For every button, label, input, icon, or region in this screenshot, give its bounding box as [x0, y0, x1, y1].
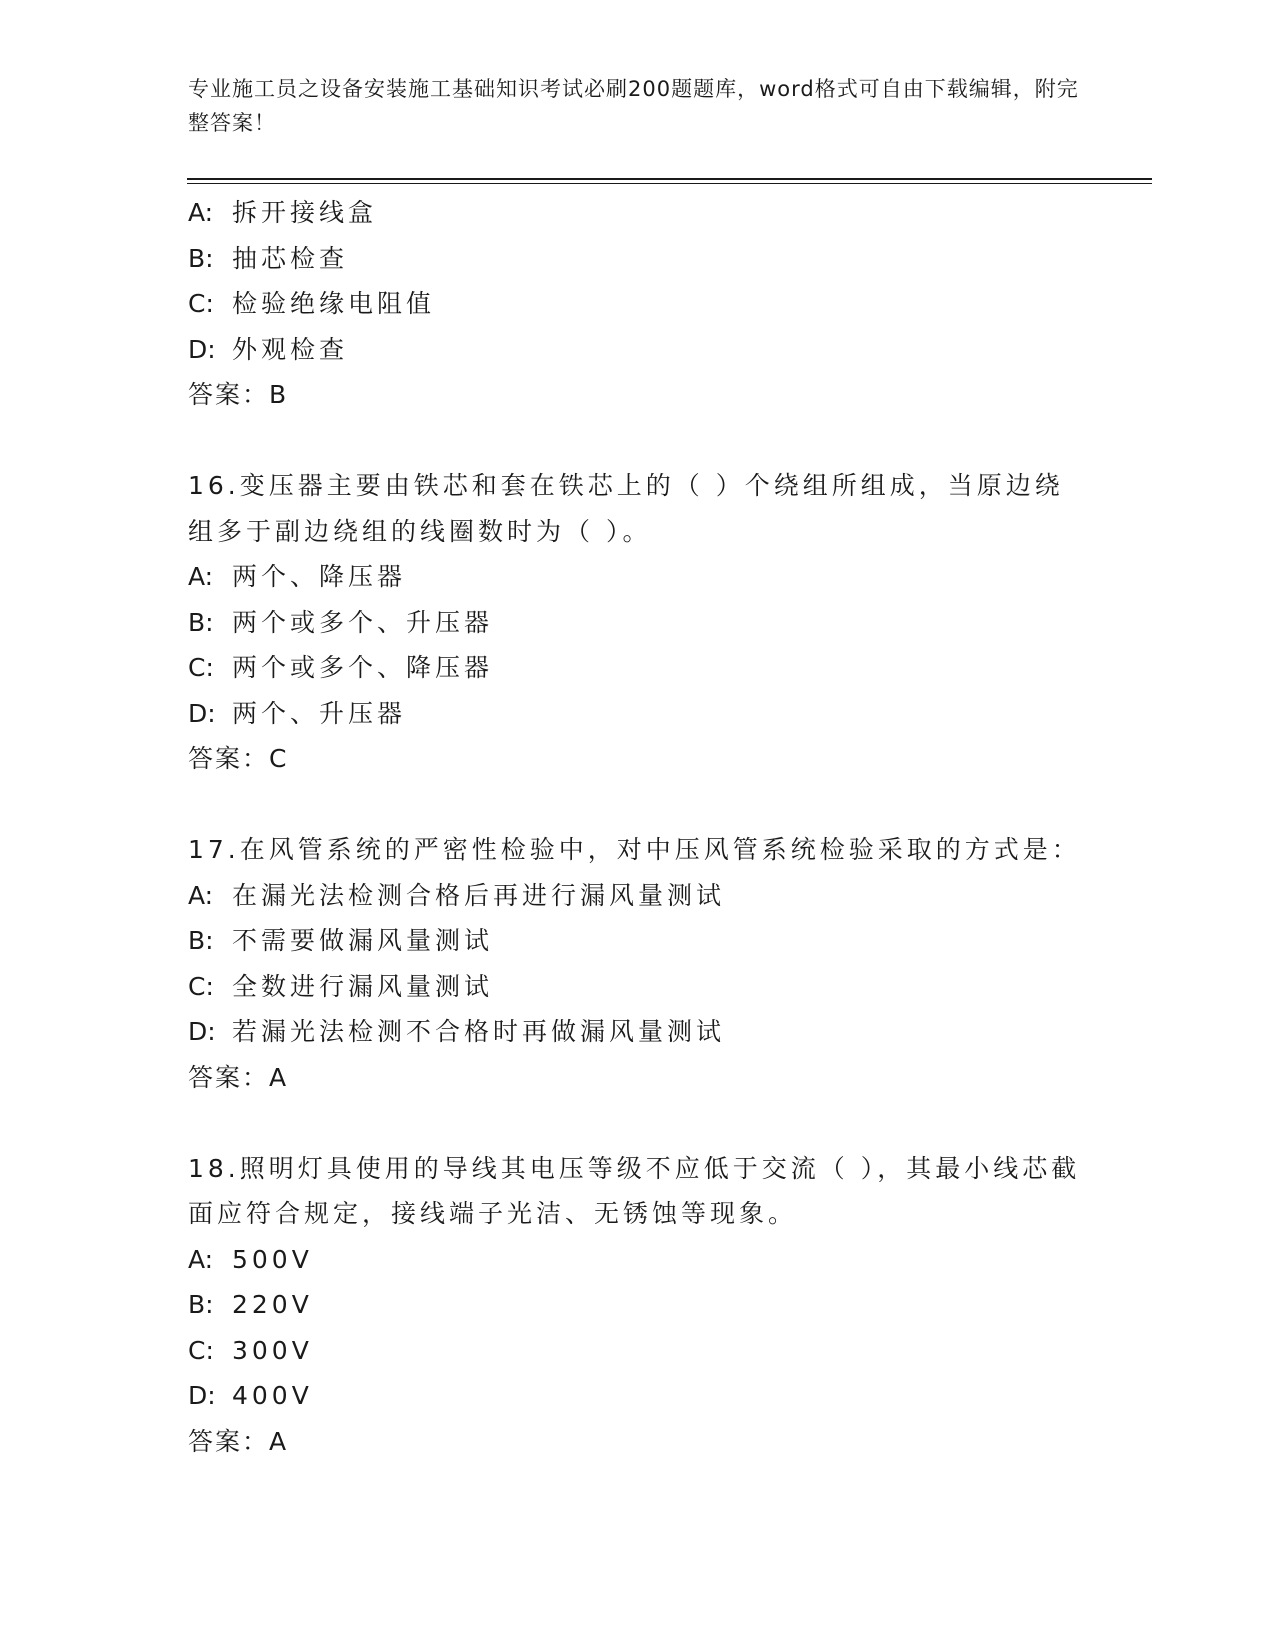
option-c: C: 两个或多个、降压器	[188, 653, 494, 682]
option-d: D: 外观检查	[188, 334, 349, 364]
option-c: C: 300V	[188, 1335, 313, 1365]
option-c: C: 检验绝缘电阻值	[188, 289, 436, 318]
option-a: A: 拆开接线盒	[188, 198, 378, 227]
answer: 答案：A	[188, 1426, 289, 1456]
option-b: B: 220V	[188, 1290, 313, 1319]
question-stem: 18.照明灯具使用的导线其电压等级不应低于交流（ ），其最小线芯截面应符合规定，接线端子光洁、无锈蚀等现象。	[188, 1153, 1081, 1228]
answer: 答案：A	[188, 1062, 289, 1092]
option-b: B: 两个或多个、升压器	[188, 607, 494, 637]
option-d: D: 400V	[188, 1381, 313, 1410]
option-b: B: 抽芯检查	[188, 243, 349, 273]
option-a: A: 两个、降压器	[188, 562, 407, 591]
question-17	[188, 827, 1088, 1100]
question-list	[188, 190, 1088, 1464]
option-c: C: 全数进行漏风量测试	[188, 971, 494, 1001]
header-rule-thin	[187, 183, 1152, 184]
question-18	[188, 1146, 1088, 1465]
header-rule	[187, 178, 1152, 180]
option-a: A: 在漏光法检测合格后再进行漏风量测试	[188, 880, 726, 910]
option-b: B: 不需要做漏风量测试	[188, 926, 494, 955]
option-d: D: 两个、升压器	[188, 698, 407, 728]
option-a: A: 500V	[188, 1244, 313, 1274]
answer: 答案：B	[188, 380, 289, 409]
question-stem: 16.变压器主要由铁芯和套在铁芯上的（ ）个绕组所组成，当原边绕组多于副边绕组的线圈数时为（ ）。	[188, 471, 1064, 546]
answer: 答案：C	[188, 744, 289, 773]
question-15	[188, 190, 1088, 418]
question-stem: 17.在风管系统的严密性检验中，对中压风管系统检验采取的方式是：	[188, 835, 1081, 864]
option-d: D: 若漏光法检测不合格时再做漏风量测试	[188, 1017, 726, 1046]
question-16	[188, 463, 1088, 782]
document-header: 专业施工员之设备安装施工基础知识考试必刷200题题库，word格式可自由下载编辑，附完整答案！	[188, 77, 1079, 135]
